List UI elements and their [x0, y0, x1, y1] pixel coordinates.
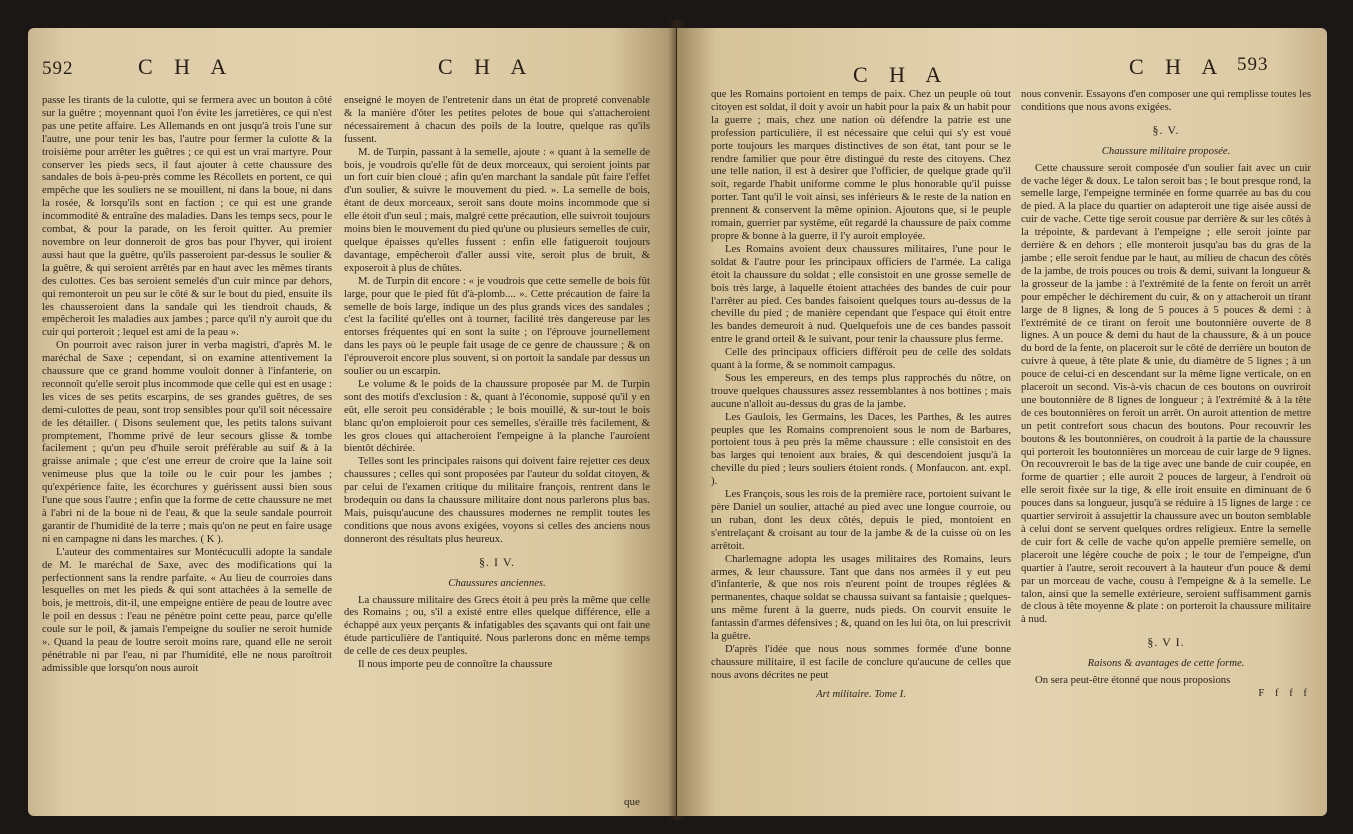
left-column-2 — [344, 94, 650, 806]
paragraph: On sera peut-être étonné que nous proposions — [1035, 674, 1231, 687]
paragraph: passe les tirants de la culotte, qui se fermera avec un bouton à côté sur la guêtre ; moyennant quoi l'on évite les jarretières, ce qui n'est pas une petite affaire. Les Allemands en ont jusqu'à trois l'une sur l'autre, une pour tenir les bas, l'autre pour fermer la culotte & la troisième pour arrêter les guêtres ; ce qui est un vrai martyre. Pour conserver les pieds secs, il faut ajouter à cette chaussure des sandales de bois à-peu-près comme les Récollets en portent, ce qui empêche que les souliers ne se mouillent, ni dans la boue, ni dans la rosée, & lorsqu'ils sont en faction ; ce qui est une grande incommodité & entraîne des maladies. Dans les temps secs, pour le combat, & pour la parade, on les feroit quitter. Au premier novembre on leur donneroit de gros bas pour l'hyver, qui iroient aussi haut que la guêtre, qu'ils passeroient par-dessus le soulier & la guêtre, & qui seroient arrêtés par en haut avec les mêmes tirants des culottes. Ces bas seroient semelés d'un cuir mince par dehors, qui remonteroit un peu sur le côté & sur le bout du pied, ensuite ils les chausseroient dans la sandale qui les tiendroit chauds, & empêcheroit les maladies aux jambes ; parce qu'il n'y auroit que du cuir qui porteroit ; lequel est ami de la peau ». — [42, 94, 332, 339]
section-label: §. V I. — [1147, 635, 1185, 650]
paragraph: nous convenir. Essayons d'en composer une qui remplisse toutes les conditions que nous avons exigées. — [1021, 88, 1311, 113]
right-page-header — [697, 54, 1317, 87]
paragraph: Les François, sous les rois de la première race, portoient suivant le père Daniel un soulier, attaché au pied avec une longue courroie, ou un ruban, dont les deux côtés, depuis le pied, montoient en s'entrelaçant & croisant au tour de la jambe & de la cuisse où on les arrêtoit. — [711, 488, 1011, 552]
paragraph: M. de Turpin, passant à la semelle, ajoute : « quant à la semelle de bois, je voudrois qu'elle fût de deux morceaux, qui seroient joints par un fort cuir bien cloué ; afin qu'en marchant la sandale pût faire l'effet d'un soulier, & suivre le mouvement du pied. ». La semelle de bois, étant de deux morceaux, seroit sans doute moins incommode que si elle étoit d'un seul ; mais, malgré cette précaution, elle suivroit toujours moins bien le mouvement du pied qu'une ou plusieurs semelles de cuir, quelque épaisses qu'elles fussent : enfin elle fatigueroit toujours davantage, empêcheroit d'aller aussi vite, seroit plus de bruit, & exposeroit à plus de chûtes. — [344, 145, 650, 274]
section-title: Chaussures anciennes. — [448, 576, 546, 589]
left-running-head: C H A — [138, 54, 235, 79]
section-label: §. I V. — [479, 554, 515, 569]
left-column-1 — [42, 94, 332, 806]
paragraph: On pourroit avec raison jurer in verba magistri, d'après M. le maréchal de Saxe ; cependant, si on examine attentivement la chaussure que ce grand homme vouloit donner à l'infanterie, on reconnoît qu'elle seroit plus incommode que celle qui est en usage : les vices de ses petits escarpins, de ses grandes guêtres, de ses demi-culottes de peau, sont trop sensibles pour qu'il soit nécessaire de les détailler. ( Disons seulement que, les petits talons suivant promptement, l'homme privé de leur secours glisse & tombe facilement ; qu'un peu d'huile seroit préférable au suif & à la graisse animale ; que c'est une erreur de croire que la laine soit venimeuse plus que la toile ou le cuir pour les jambes ; qu'expérience faite, les écorchures y guérissent aussi bien sous l'une que sous l'autre ; enfin que la forme de cette chaussure ne met à l'abri ni de la boue ni de l'eau, & que la seule sandale pourroit garantir de l'humidité de la terre ; mais qu'on ne peut en faire usage ni en campagne ni dans les marches. ( K ). — [42, 339, 332, 545]
paragraph: Telles sont les principales raisons qui doivent faire rejetter ces deux chaussures ; celles qui sont proposées par l'auteur du soldat citoyen, & par celui de l'examen critique du militaire françois, rentrent dans le brodequin ou dans la chaussure militaire dont nous parlerons plus bas. Mais, puisqu'aucune des chaussures modernes ne remplit toutes les conditions que nous avons exigées, voyons si celles des anciens nous donneront des résultats plus heureux. — [344, 455, 650, 545]
left-page — [28, 28, 676, 816]
paragraph: Les Gaulois, les Germains, les Daces, les Parthes, & les autres peuples que les Romains comprenoient sous le nom de Barbares, portoient tous à peu près la même chaussure : elle consistoit en des bas larges qui tenoient aux braies, & qui descendoient jusqu'à la cheville du pied ; leurs souliers étoient ronds. ( Monfaucon. ant. expl. ). — [711, 410, 1011, 488]
paragraph: D'après l'idée que nous nous sommes formée d'une bonne chaussure militaire, il est facile de conclure qu'aucune de celles que nous avons décrites ne peut — [711, 642, 1011, 681]
paragraph: Cette chaussure seroit composée d'un soulier fait avec un cuir de vache léger & doux. Le talon seroit bas ; le bout presque rond, la semelle large, l'empeigne terminée en forme quarrée au bas du cou de pied. A la place du quartier on adapteroit une tige aisée aussi de cuir de vache. Cette tige seroit cousue par derrière & sur les côtés à la trépointe, & pardevant à l'empeigne ; elle seroit jointe par derrière & en dehors ; elle monteroit jusqu'au bas du gras de la jambe ; elle seroit fendue par le haut, au milieu de chacun des côtés de la jambe, de trois pouces ou trois & demi, suivant la longueur & la grosseur de la jambe : à l'extrémité de la fente on feroit un arrêt pour empêcher le déchirement du cuir, & on y attacheroit un tirant large de 8 lignes, & long de 5 pouces à 5 pouces & demi : à l'extrémité de ce tirant on feroit une boutonnière ouverte de 8 lignes. A un pouce & demi du haut de la chaussure, & à un pouce du bord de la fente, on placeroit sur le côté de derrière un bouton de cuivre à queue, à tête plate & unie, du diamètre de 5 lignes ; à un pouce de celui-ci en descendant sur la même ligne verticale, on en placeroit un second. Vis-à-vis chacun de ces boutons on ouvriroit une boutonnière de 8 lignes de longueur ; à l'extrémité & à la tête de ces boutonnières on feroit un arrêt. On auroit attention de mettre un petit contrefort sous chacun des boutons. Pour recouvrir les boutons & les boutonnières, on coudroit à la partie de la chaussure qui porteroit les boutonnières un morceau de cuir large de 9 lignes. On recouvreroit le bas de la tige avec une bande de cuir coupée, en forme de quartier ; elle auroit 2 pouces de largeur, à l'endroit où elle seroit fixée sur la tige, & elle iroit ensuite en diminuant de 6 pouces dans sa longueur, jusqu'à se réduire à 15 lignes de large : ce quartier serviroit à assujettir la chaussure avec un bouton semblable à celui dont se servent quelques ordres religieux. Entre la semelle de cuir fort & celle de vache qu'on appelle première semelle, on placeroit une légère couche de poix ; le tour de l'empeigne, d'un quartier à l'autre, seroit recouvert à la hauteur d'un pouce & demi par un morceau de vache, cousu à l'empeigne & à la semelle. Le talon, ainsi que la semelle extérieure, seroient suffisamment garnis de clous à tête moyenne & plate : on porteroit la chaussure militaire à nud. — [1021, 161, 1311, 626]
right-running-head-left: C H A — [853, 62, 950, 87]
paragraph: Le volume & le poids de la chaussure proposée par M. de Turpin sont des motifs d'exclusion : &, quant à l'économie, supposé qu'il y en eût, elle seroit peu considérable ; le bois mouillé, & sur-tout le bois blanc qu'on emploieroit pour ces semelles, s'éraille très facilement, & les gros cloues qui attacheroient l'empeigne à la planche l'auroient bientôt déchirée. — [344, 377, 650, 455]
right-running-head: C H A — [1129, 54, 1226, 79]
right-column-1 — [711, 88, 1011, 810]
section-title: Chaussure militaire proposée. — [1101, 144, 1231, 157]
section-label: §. V. — [1152, 122, 1180, 137]
left-running-head-right: C H A — [438, 54, 535, 79]
paragraph: Celle des principaux officiers différoit peu de celle des soldats quant à la forme, & se nommoit campagus. — [711, 346, 1011, 372]
paragraph: Les Romains avoient deux chaussures militaires, l'une pour le soldat & l'autre pour les principaux officiers de l'armée. La caliga étoit la chaussure du soldat ; elle consistoit en une grosse semelle de bois très large, à laquelle étoient attachées des bandes de cuir pour l'arrêter au pied. Ces bandes faisoient quelques tours au-dessus de la cheville du pied ; de manière cependant que l'espace qui étoit entre les bandes demeuroit à nud. Quelquefois une de ces bandes passoit entre le grand orteil & le suivant, pour tenir la chaussure plus ferme. — [711, 242, 1011, 346]
right-page — [677, 28, 1327, 816]
signature-mark: F f f f — [1258, 686, 1311, 699]
paragraph: que les Romains portoient en temps de paix. Chez un peuple où tout citoyen est soldat, il doit y avoir un habit pour la paix & un habit pour la guerre ; mais, chez une nation où défendre la patrie est une profession particulière, il est nécessaire que celui qui s'y est voué porte toujours les marques distinctives de son état, tant pour se le rendre familier que pour être distingué du reste des citoyens. Chez une telle nation, il est à desirer que l'officier, de quelque grade qu'il soit, regarde l'habit uniforme comme le plus honorable qu'il puisse porter. Tant qu'il le voit ainsi, ses inférieurs & le reste de la nation en prennent & conservent la même opinion. Ajoutons que, si le peuple romain, guerrier par systême, eût regardé la chaussure de paix comme propre & bonne à la guerre, il l'y auroit employée. — [711, 88, 1011, 242]
paragraph: enseigné le moyen de l'entretenir dans un état de propreté convenable & la manière d'ôter les petites pelotes de boue qui s'attacheroient nécessairement à chacun des poils de la loutre, quelque ras qu'ils fussent. — [344, 94, 650, 145]
left-page-header — [42, 54, 662, 84]
paragraph: Il nous importe peu de connoître la chaussure — [358, 658, 553, 671]
paragraph: Charlemagne adopta les usages militaires des Romains, leurs armes, & leur chaussure. Tant que dans nos armées il y eut peu d'infanterie, & que nos rois n'eurent point de troupes réglées & permanentes, chaque soldat se chaussa suivant sa fantaisie ; quelques-uns même furent à la guerre, nuds pieds. On courvit ensuite le fantassin d'armes défensives ; &, quand on les lui ôta, on lui prescrivit la guêtre. — [711, 552, 1011, 643]
paragraph: Sous les empereurs, en des temps plus rapprochés du nôtre, on trouve quelques chaussures assez ressemblantes à nos bottines ; mais aucune n'alloit au-dessus du gras de la jambe. — [711, 371, 1011, 410]
paragraph: L'auteur des commentaires sur Montécuculli adopte la sandale de M. le maréchal de Saxe, avec des modifications qui la perfectionnent sans la rendre parfaite. « Au lieu de courroies dans lesquelles on met les pieds & qui sont attachées à la semelle de bois, je mettrois, dit-il, une empeigne entière de peau de loutre avec le poil en dessus : l'eau ne pénètre point cette peau, parce qu'elle coule sur le poil, & jamais l'empeigne du soulier ne seroit humide ». Quand la peau de loutre seroit moins rare, quand elle ne seroit pénétrable ni par l'eau, ni par l'humidité, elle ne nous paroîtroit admissible que lorsqu'on nous auroit — [42, 545, 332, 674]
right-page-number: 593 — [1237, 54, 1269, 75]
paragraph: M. de Turpin dit encore : « je voudrois que cette semelle de bois fût large, pour que le pied fût d'à-plomb.... ». Cette précaution de faire la semelle de bois large, indique un des plus grands vices des sandales ; c'est la facilité qu'elles ont à tourner, facilité très dangereuse par les entorses fréquentes qui en sont la suite ; on l'éprouve journellement dans les pays où le peuple fait usage de ce genre de chaussure ; & on l'éprouveroit encore plus souvent, si on portoit la sandale par dessus un soulier ou un escarpin. — [344, 274, 650, 378]
catch-word: que — [624, 796, 640, 808]
section-title: Raisons & avantages de cette forme. — [1087, 657, 1245, 670]
paragraph: La chaussure militaire des Grecs étoit à peu près la même que celle des Romains ; ou, s'il a existé entre elles quelque différence, elle a échappé aux yeux perçants & infatigables des sçavants qui ont fait une étude particulière de l'antiquité. Nous parlerons donc en même temps de celle de ces deux peuples. — [344, 593, 650, 658]
right-column-2 — [1021, 88, 1311, 810]
left-page-number: 592 — [42, 58, 74, 79]
page-footer: Art militaire. Tome I. — [816, 687, 906, 700]
